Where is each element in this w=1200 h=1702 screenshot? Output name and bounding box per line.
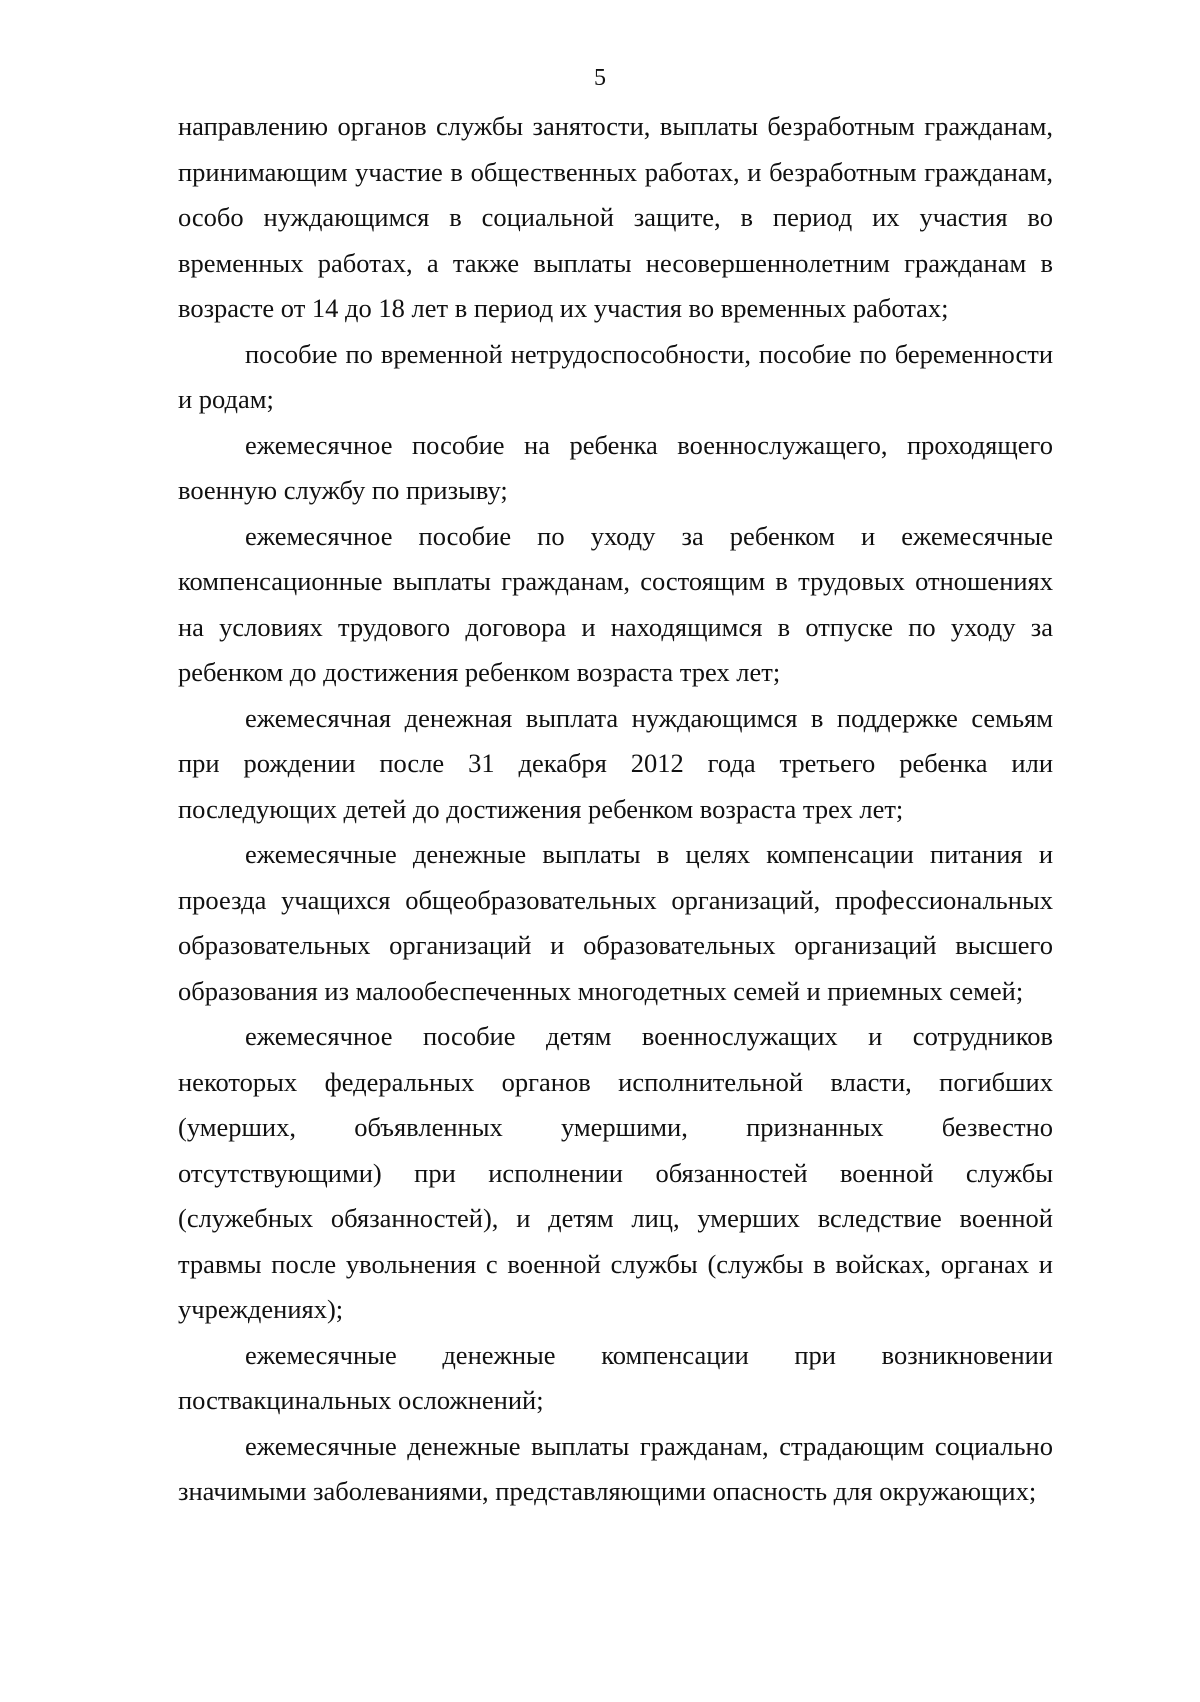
- paragraph-temporary-disability-benefit: пособие по временной нетрудоспособности, пособие по беременности и родам;: [178, 338, 1053, 414]
- paragraph-meal-travel-compensation: ежемесячные денежные выплаты в целях компенсации питания и проезда учащихся общеобразовательных организаций, профессиональных образовательных организаций и образовательных организаций высшего образования из малообеспеченных многодетных семей и приемных семей;: [178, 839, 1053, 1006]
- document-body: [178, 104, 1053, 1515]
- page-number: 5: [594, 65, 606, 91]
- paragraph-vaccination-complications: ежемесячные денежные компенсации при возникновении поствакцинальных осложнений;: [178, 1339, 1053, 1415]
- paragraph-third-child-payment: ежемесячная денежная выплата нуждающимся в поддержке семьям при рождении после 31 декабря 2012 года третьего ребенка или последующих детей до достижения ребенком возраста трех лет;: [178, 702, 1053, 824]
- paragraph-continued-payments: направлению органов службы занятости, выплаты безработным гражданам, принимающим участие в общественных работах, и безработным гражданам, особо нуждающимся в социальной защите, в период их участия во временных работах, а также выплаты несовершеннолетним гражданам в возрасте от 14 до 18 лет в период их участия во временных работах;: [178, 111, 1053, 323]
- paragraph-military-children-benefit: ежемесячное пособие детям военнослужащих и сотрудников некоторых федеральных органов исполнительной власти, погибших (умерших, объявленных умершими, признанных безвестно отсутствующими) при исполнении обязанностей военной службы (служебных обязанностей), и детям лиц, умерших вследствие военной травмы после увольнения с военной службы (службы в войсках, органах и учреждениях);: [178, 1021, 1053, 1324]
- paragraph-socially-significant-diseases: ежемесячные денежные выплаты гражданам, страдающим социально значимыми заболеваниями, представляющими опасность для окружающих;: [178, 1430, 1053, 1506]
- paragraph-conscript-child-benefit: ежемесячное пособие на ребенка военнослужащего, проходящего военную службу по призыву;: [178, 429, 1053, 505]
- paragraph-childcare-benefit: ежемесячное пособие по уходу за ребенком и ежемесячные компенсационные выплаты гражданам, состоящим в трудовых отношениях на условиях трудового договора и находящимся в отпуске по уходу за ребенком до достижения ребенком возраста трех лет;: [178, 520, 1053, 687]
